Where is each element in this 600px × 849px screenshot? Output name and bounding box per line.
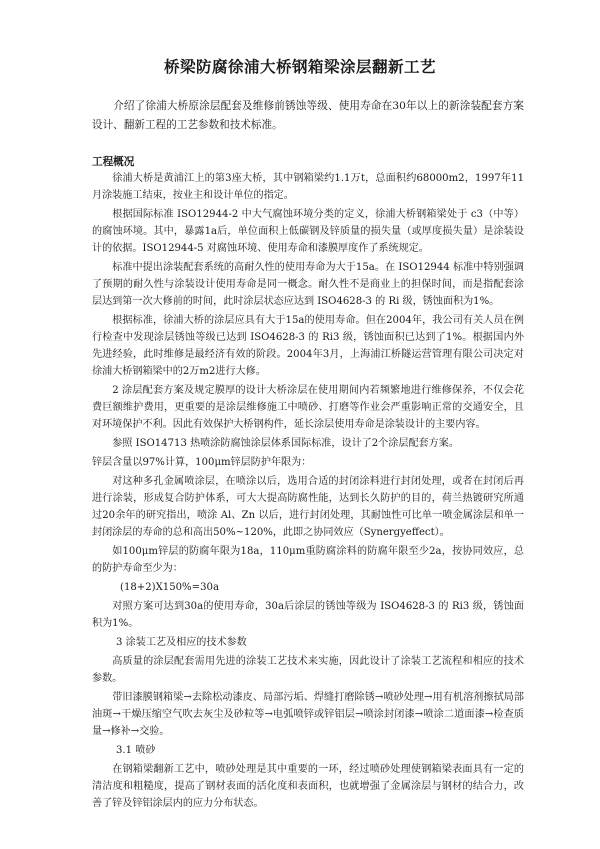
section-heading-overview: 工程概况: [92, 156, 135, 168]
paragraph: 标准中提出涂装配套系统的高耐久性的使用寿命为大于15a。在 ISO12944 标准中特别强调了预期的耐久性与涂装设计使用寿命是同一概念。耐久性不是商业上的担保时间，而是指配套涂层达到第一次大修前的时间，此时涂层状态应达到 ISO4628-3 的 Ri 级，锈蚀面积为1%。: [92, 262, 524, 307]
process-flow: 带旧漆膜钢箱梁→去除松动漆皮、局部污垢、焊缝打磨除锈→喷砂处理→用有机溶剂擦拭局部油斑→干燥压缩空气吹去灰尘及砂粒等→电弧喷锌或锌铝层→喷涂封闭漆→喷涂二道面漆→检查质量→修补→交验。: [92, 692, 524, 737]
zinc-content-line: 锌层含量以97%计算，100μm锌层防护年限为：: [92, 457, 312, 468]
paragraph: 根据标准，徐浦大桥的涂层应具有大于15a的使用寿命。但在2004年，我公司有关人员在例行检查中发现涂层锈蚀等级已达到 ISO4628-3 的 Ri3 级，锈蚀面积已达到了1%。根据国内外先进经验，此时维修是最经济有效的阶段。2004年3月，上海浦江桥隧运营管理有限公司决定对徐浦大桥钢箱梁中的2万m2进行大修。: [92, 315, 524, 377]
document-title: 桥梁防腐徐浦大桥钢箱梁涂层翻新工艺: [163, 57, 436, 76]
paragraph: 根据国际标准 ISO12944-2 中大气腐蚀环境分类的定义，徐浦大桥钢箱梁处于 c3（中等）的腐蚀环境。其中，暴露1a后，单位面积上低碳钢及锌质量的损失量（或厚度损失量）是涂装设计的依据。ISO12944-5 对腐蚀环境、使用寿命和漆膜厚度作了系统规定。: [92, 209, 524, 254]
paragraph: 对这种多孔金属喷涂层，在喷涂以后，选用合适的封闭涂料进行封闭处理，或者在封闭后再进行涂装，形成复合防护体系，可大大提高防腐性能，达到长久防护的目的，荷兰热镀研究所通过20余年的研究指出，喷涂 Al、Zn 以后，进行封闭处理，其耐蚀性可比单一喷金属涂层和单一封闭涂层的寿命的总和高出50%~120%，此即之协同效应（Synergyeffect）。: [92, 476, 524, 538]
subsection-heading-blasting: 3.1 喷砂: [116, 745, 156, 756]
section-heading-process: 3 涂装工艺及相应的技术参数: [116, 637, 247, 648]
paragraph: 如100μm锌层的防腐年限为18a，110μm重防腐涂料的防腐年限至少2a，按协同效应，总的防护寿命至少为：: [92, 546, 524, 574]
formula: (18+2)X150%=30a: [120, 582, 219, 593]
paragraph: 2 涂层配套方案及规定膜厚的设计大桥涂层在使用期间内若频繁地进行维修保养，不仅会花费巨额维护费用，更重要的是涂层维修施工中喷砂、打磨等作业会严重影响正常的交通安全，且对环境保护不利。因此有效保护大桥钢构件，延长涂层使用寿命是涂装设计的主要内容。: [92, 385, 524, 430]
paragraph: 高质量的涂层配套需用先进的涂装工艺技术来实施，因此设计了涂装工艺流程和相应的技术参数。: [92, 656, 524, 684]
paragraph: 在钢箱梁翻新工艺中，喷砂处理是其中重要的一环，经过喷砂处理使钢箱梁表面具有一定的清洁度和粗糙度，提高了钢材表面的活化度和表面积，也就增强了金属涂层与钢材的结合力，改善了锌及锌铝涂层内的应力分布状态。: [92, 764, 524, 809]
paragraph: 参照 ISO14713 热喷涂防腐蚀涂层体系国际标准，设计了2个涂层配套方案。: [112, 438, 459, 449]
abstract: 介绍了徐浦大桥原涂层配套及维修前锈蚀等级、使用寿命在30年以上的新涂装配套方案设计、翻新工程的工艺参数和技术标准。: [92, 100, 524, 131]
document-body: [92, 170, 524, 814]
paragraph: 对照方案可达到30a的使用寿命，30a后涂层的锈蚀等级为 ISO4628-3 的 Ri3 级，锈蚀面积为1%。: [92, 601, 524, 629]
paragraph: 徐浦大桥是黄浦江上的第3座大桥，其中钢箱梁约1.1万t，总面积约68000m2，1997年11月涂装施工结束，按业主和设计单位的指定。: [92, 173, 524, 201]
